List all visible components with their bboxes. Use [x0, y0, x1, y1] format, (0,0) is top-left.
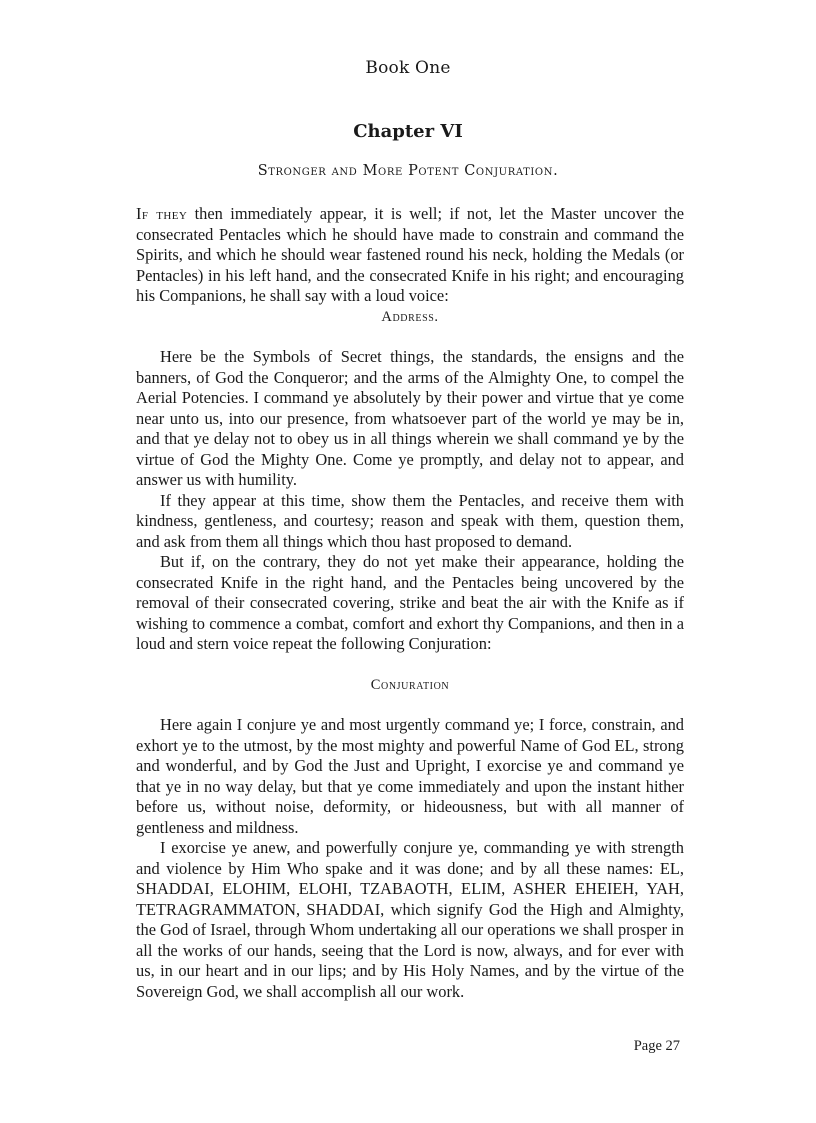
- instruction-paragraph: But if, on the contrary, they do not yet make their appearance, holding the consecrated Knife in the right hand, and the Pentacles being uncovered by the removal of their consecrated covering, strike and beat the air with the Knife as if wishing to commence a combat, comfort and exhort thy Companions, and then in a loud and stern voice repeat the following Conjuration:: [136, 552, 684, 653]
- page-number: Page 27: [633, 1038, 680, 1054]
- conjuration-heading: Conjuration: [370, 676, 450, 693]
- body-text: [136, 204, 684, 1002]
- opening-paragraph: [136, 204, 684, 307]
- opening-text: then immediately appear, it is well; if not, let the Master uncover the consecrated Pentacles which he should have made to constrain and command the Spirits, and which he should wear fastened round his neck, holding the Medals (or Pentacles) in his left hand, and the consecrated Knife in his right; and encouraging his Companions, he shall say with a loud voice:: [136, 204, 684, 305]
- opening-lead-words: If they: [136, 204, 188, 223]
- chapter-title: Chapter VI: [353, 121, 463, 142]
- address-paragraph: Here be the Symbols of Secret things, the standards, the ensigns and the banners, of God the Conqueror; and the arms of the Almighty One, to compel the Aerial Potencies. I command ye absolutely by their power and virtue that ye come near unto us, into our presence, from whatsoever part of the world ye may be in, and that ye delay not to obey us in all things wherein we shall command ye by the virtue of God the Mighty One. Come ye promptly, and delay not to appear, and answer us with humility.: [136, 347, 684, 489]
- conjuration-paragraph: I exorcise ye anew, and powerfully conjure ye, commanding ye with strength and violence by Him Who spake and it was done; and by all these names: EL, SHADDAI, ELOHIM, ELOHI, TZABAOTH, ELIM, ASHER EHEIEH, YAH, TETRAGRAMMATON, SHADDAI, which signify God the High and Almighty, the God of Israel, through Whom undertaking all our operations we shall prosper in all the works of our hands, seeing that the Lord is now, always, and for ever with us, in our heart and in our lips; and by His Holy Names, and by the virtue of the Sovereign God, we shall accomplish all our work.: [136, 838, 684, 1001]
- instruction-paragraph: If they appear at this time, show them the Pentacles, and receive them with kindness, gentleness, and courtesy; reason and speak with them, question them, and ask from them all things which thou hast proposed to demand.: [136, 490, 684, 551]
- running-head: Book One: [365, 58, 451, 78]
- address-heading: Address.: [381, 308, 439, 325]
- conjuration-paragraph: Here again I conjure ye and most urgently command ye; I force, constrain, and exhort ye to the utmost, by the most mighty and powerful Name of God EL, strong and wonderful, and by God the Just and Upright, I exorcise ye and command ye that ye in no way delay, but that ye come immediately and upon the instant hither before us, without noise, deformity, or hideousness, but with all manner of gentleness and mildness.: [136, 715, 684, 837]
- chapter-subtitle: Stronger and More Potent Conjuration.: [257, 163, 559, 179]
